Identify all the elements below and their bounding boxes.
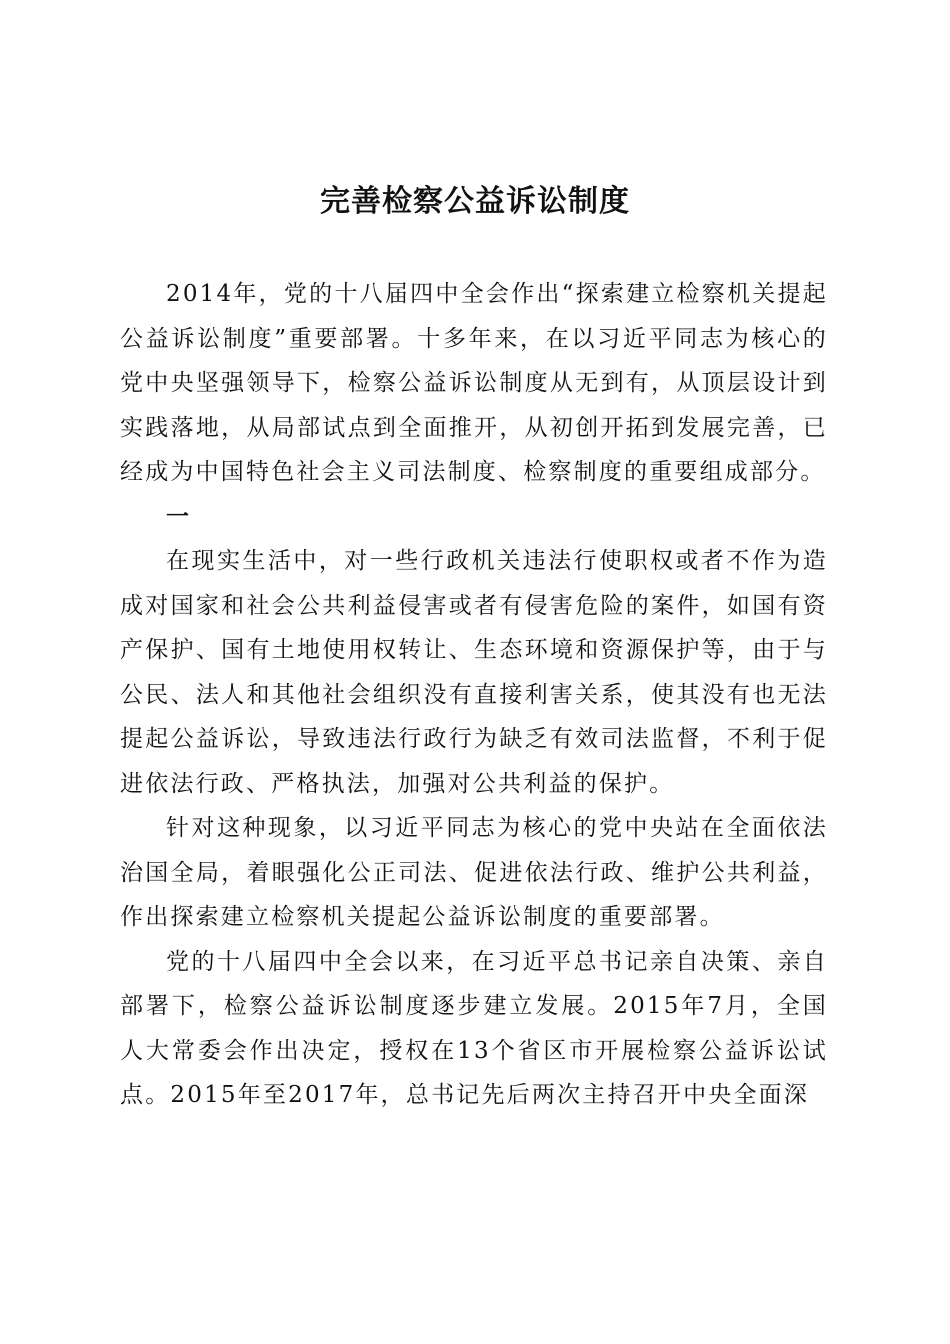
paragraph-decision: 针对这种现象，以习近平同志为核心的党中央站在全面依法治国全局，着眼强化公正司法、促进依法行政、维护公共利益，作出探索建立检察机关提起公益诉讼制度的重要部署。 bbox=[120, 815, 828, 930]
paragraph-background: 在现实生活中，对一些行政机关违法行使职权或者不作为造成对国家和社会公共利益侵害或者有侵害危险的案件，如国有资产保护、国有土地使用权转让、生态环境和资源保护等，由于与公民、法人和其他社会组织没有直接利害关系，使其没有也无法提起公益诉讼，导致违法行政行为缺乏有效司法监督，不利于促进依法行政、严格执法，加强对公共利益的保护。 bbox=[120, 548, 828, 797]
paragraph-intro: 2014年，党的十八届四中全会作出“探索建立检察机关提起公益诉讼制度”重要部署。十多年来，在以习近平同志为核心的党中央坚强领导下，检察公益诉讼制度从无到有，从顶层设计到实践落地，从局部试点到全面推开，从初创开拓到发展完善，已经成为中国特色社会主义司法制度、检察制度的重要组成部分。 bbox=[120, 281, 828, 485]
document-body bbox=[120, 272, 828, 1118]
page-title: 完善检察公益诉讼制度 bbox=[320, 184, 630, 219]
paragraph-development: 党的十八届四中全会以来，在习近平总书记亲自决策、亲自部署下，检察公益诉讼制度逐步建立发展。2015年7月，全国人大常委会作出决定，授权在13个省区市开展检察公益诉讼试点。2015年至2017年，总书记先后两次主持召开中央全面深 bbox=[120, 948, 828, 1108]
section-heading-one: 一 bbox=[166, 502, 189, 530]
